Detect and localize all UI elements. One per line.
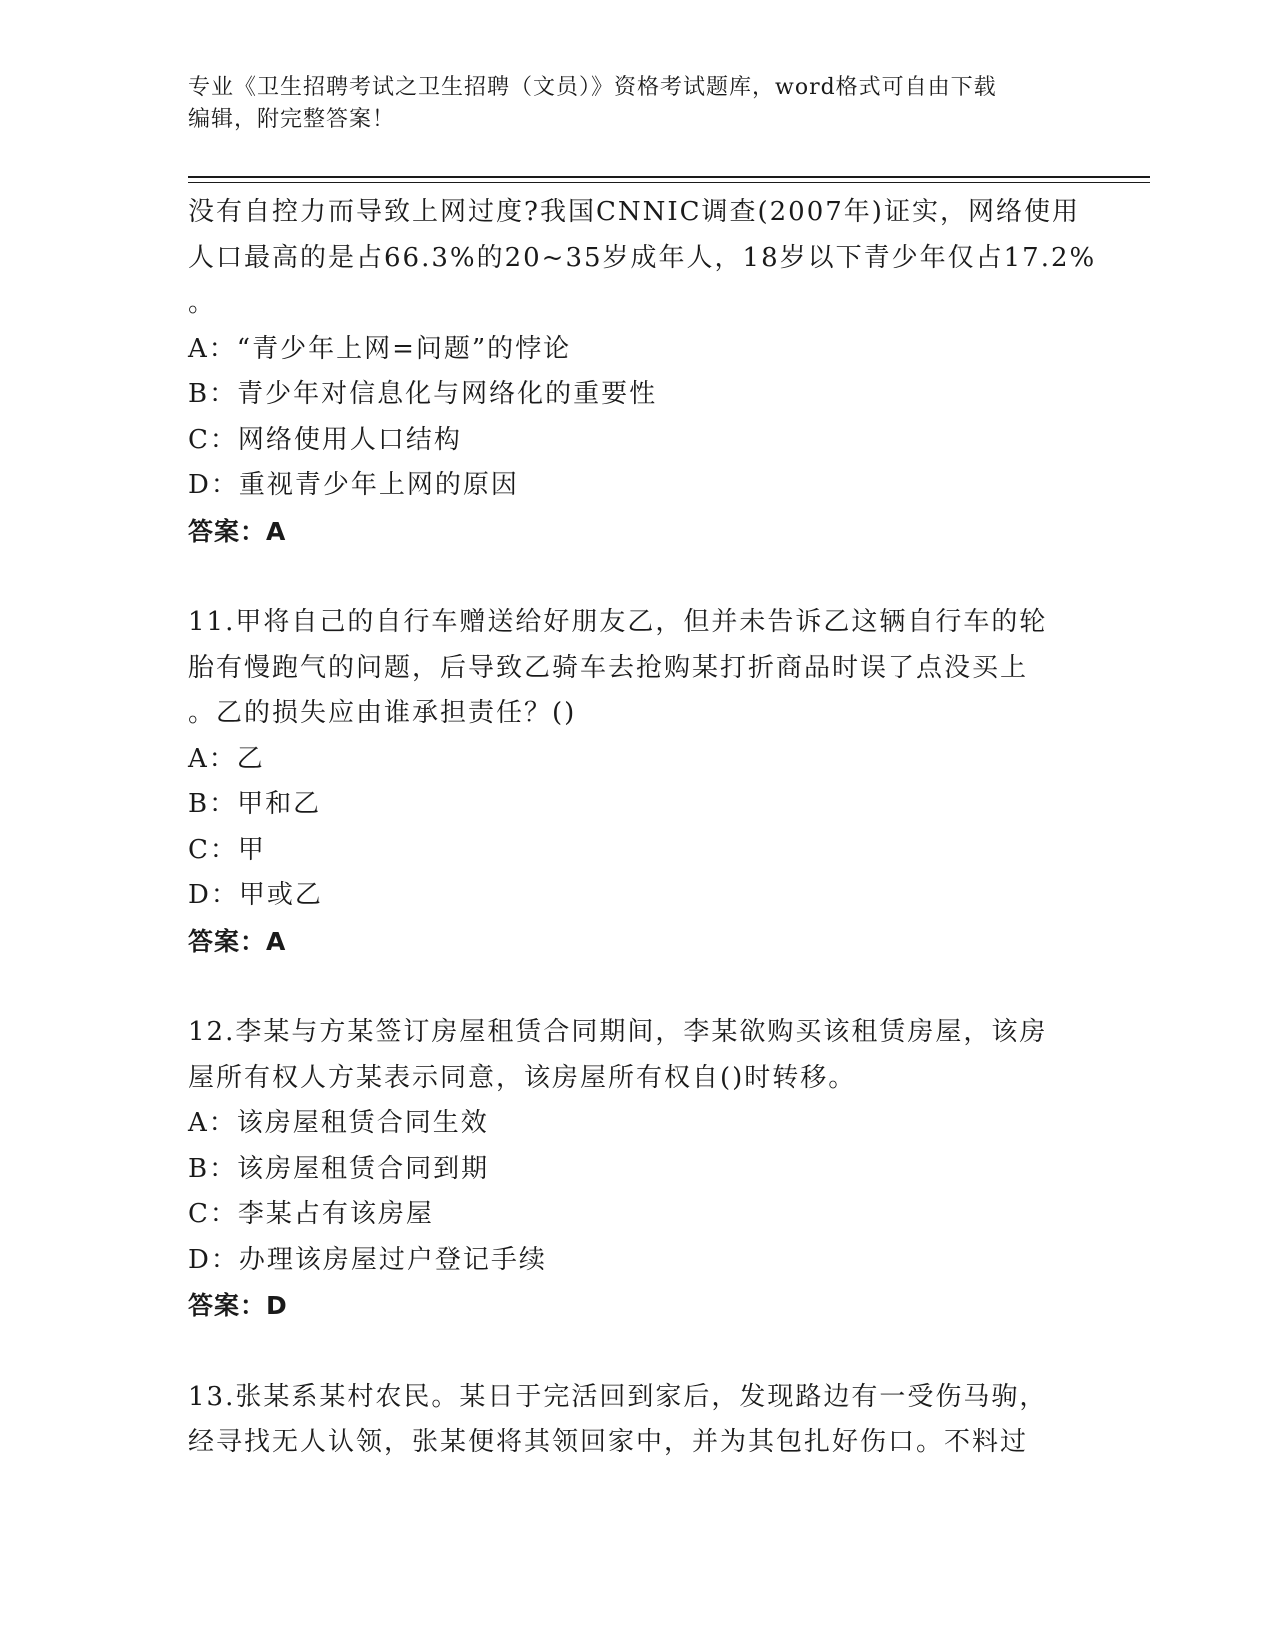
- question-text-line: 胎有慢跑气的问题，后导致乙骑车去抢购某打折商品时误了点没买上: [188, 652, 1029, 683]
- header-line-2: 编辑，附完整答案！: [188, 107, 396, 132]
- question-10: [188, 190, 1097, 554]
- question-text-line: 11.甲将自己的自行车赠送给好朋友乙，但并未告诉乙这辆自行车的轮: [188, 607, 1048, 637]
- question-text-line: 没有自控力而导致上网过度?我国CNNIC调查(2007年)证实，网络使用: [188, 197, 1080, 227]
- option-b: B：青少年对信息化与网络化的重要性: [188, 379, 658, 409]
- question-text-line: 。: [188, 288, 217, 318]
- option-c: C：李某占有该房屋: [188, 1199, 434, 1229]
- document-header: [188, 72, 1088, 136]
- answer: 答案：A: [188, 926, 287, 956]
- spacer: [188, 1329, 1088, 1375]
- option-a: A：该房屋租赁合同生效: [188, 1108, 489, 1138]
- question-13: [188, 1375, 1088, 1466]
- option-c: C：网络使用人口结构: [188, 424, 462, 455]
- header-line-1: 专业《卫生招聘考试之卫生招聘（文员）》资格考试题库，word格式可自由下载: [188, 75, 997, 100]
- spacer: [188, 964, 1088, 1010]
- option-b: B：该房屋租赁合同到期: [188, 1153, 490, 1184]
- answer: 答案：A: [188, 516, 287, 546]
- option-b: B：甲和乙: [188, 789, 322, 819]
- document-body: [188, 190, 1097, 1466]
- question-text-line: 12.李某与方某签订房屋租赁合同期间，李某欲购买该租赁房屋，该房: [188, 1017, 1048, 1047]
- question-text-line: 经寻找无人认领，张某便将其领回家中，并为其包扎好伤口。不料过: [188, 1427, 1029, 1457]
- question-text-line: 。乙的损失应由谁承担责任？(): [188, 698, 577, 728]
- header-rule-thick: [188, 176, 1150, 178]
- option-a: A：乙: [188, 743, 265, 774]
- question-text-line: 13.张某系某村农民。某日于完活回到家后，发现路边有一受伤马驹，: [188, 1381, 1048, 1412]
- option-d: D：重视青少年上网的原因: [188, 470, 519, 500]
- answer: 答案：D: [188, 1291, 288, 1320]
- option-c: C：甲: [188, 834, 266, 865]
- header-rule-thin: [188, 182, 1150, 183]
- question-text-line: 人口最高的是占66.3%的20~35岁成年人，18岁以下青少年仅占17.2%: [188, 242, 1097, 273]
- question-11: [188, 600, 1088, 964]
- option-d: D：甲或乙: [188, 880, 323, 910]
- option-d: D：办理该房屋过户登记手续: [188, 1244, 547, 1275]
- spacer: [188, 554, 1088, 600]
- question-12: [188, 1010, 1088, 1329]
- question-text-line: 屋所有权人方某表示同意，该房屋所有权自()时转移。: [188, 1062, 857, 1093]
- option-a: A：“青少年上网=问题”的悖论: [188, 333, 572, 364]
